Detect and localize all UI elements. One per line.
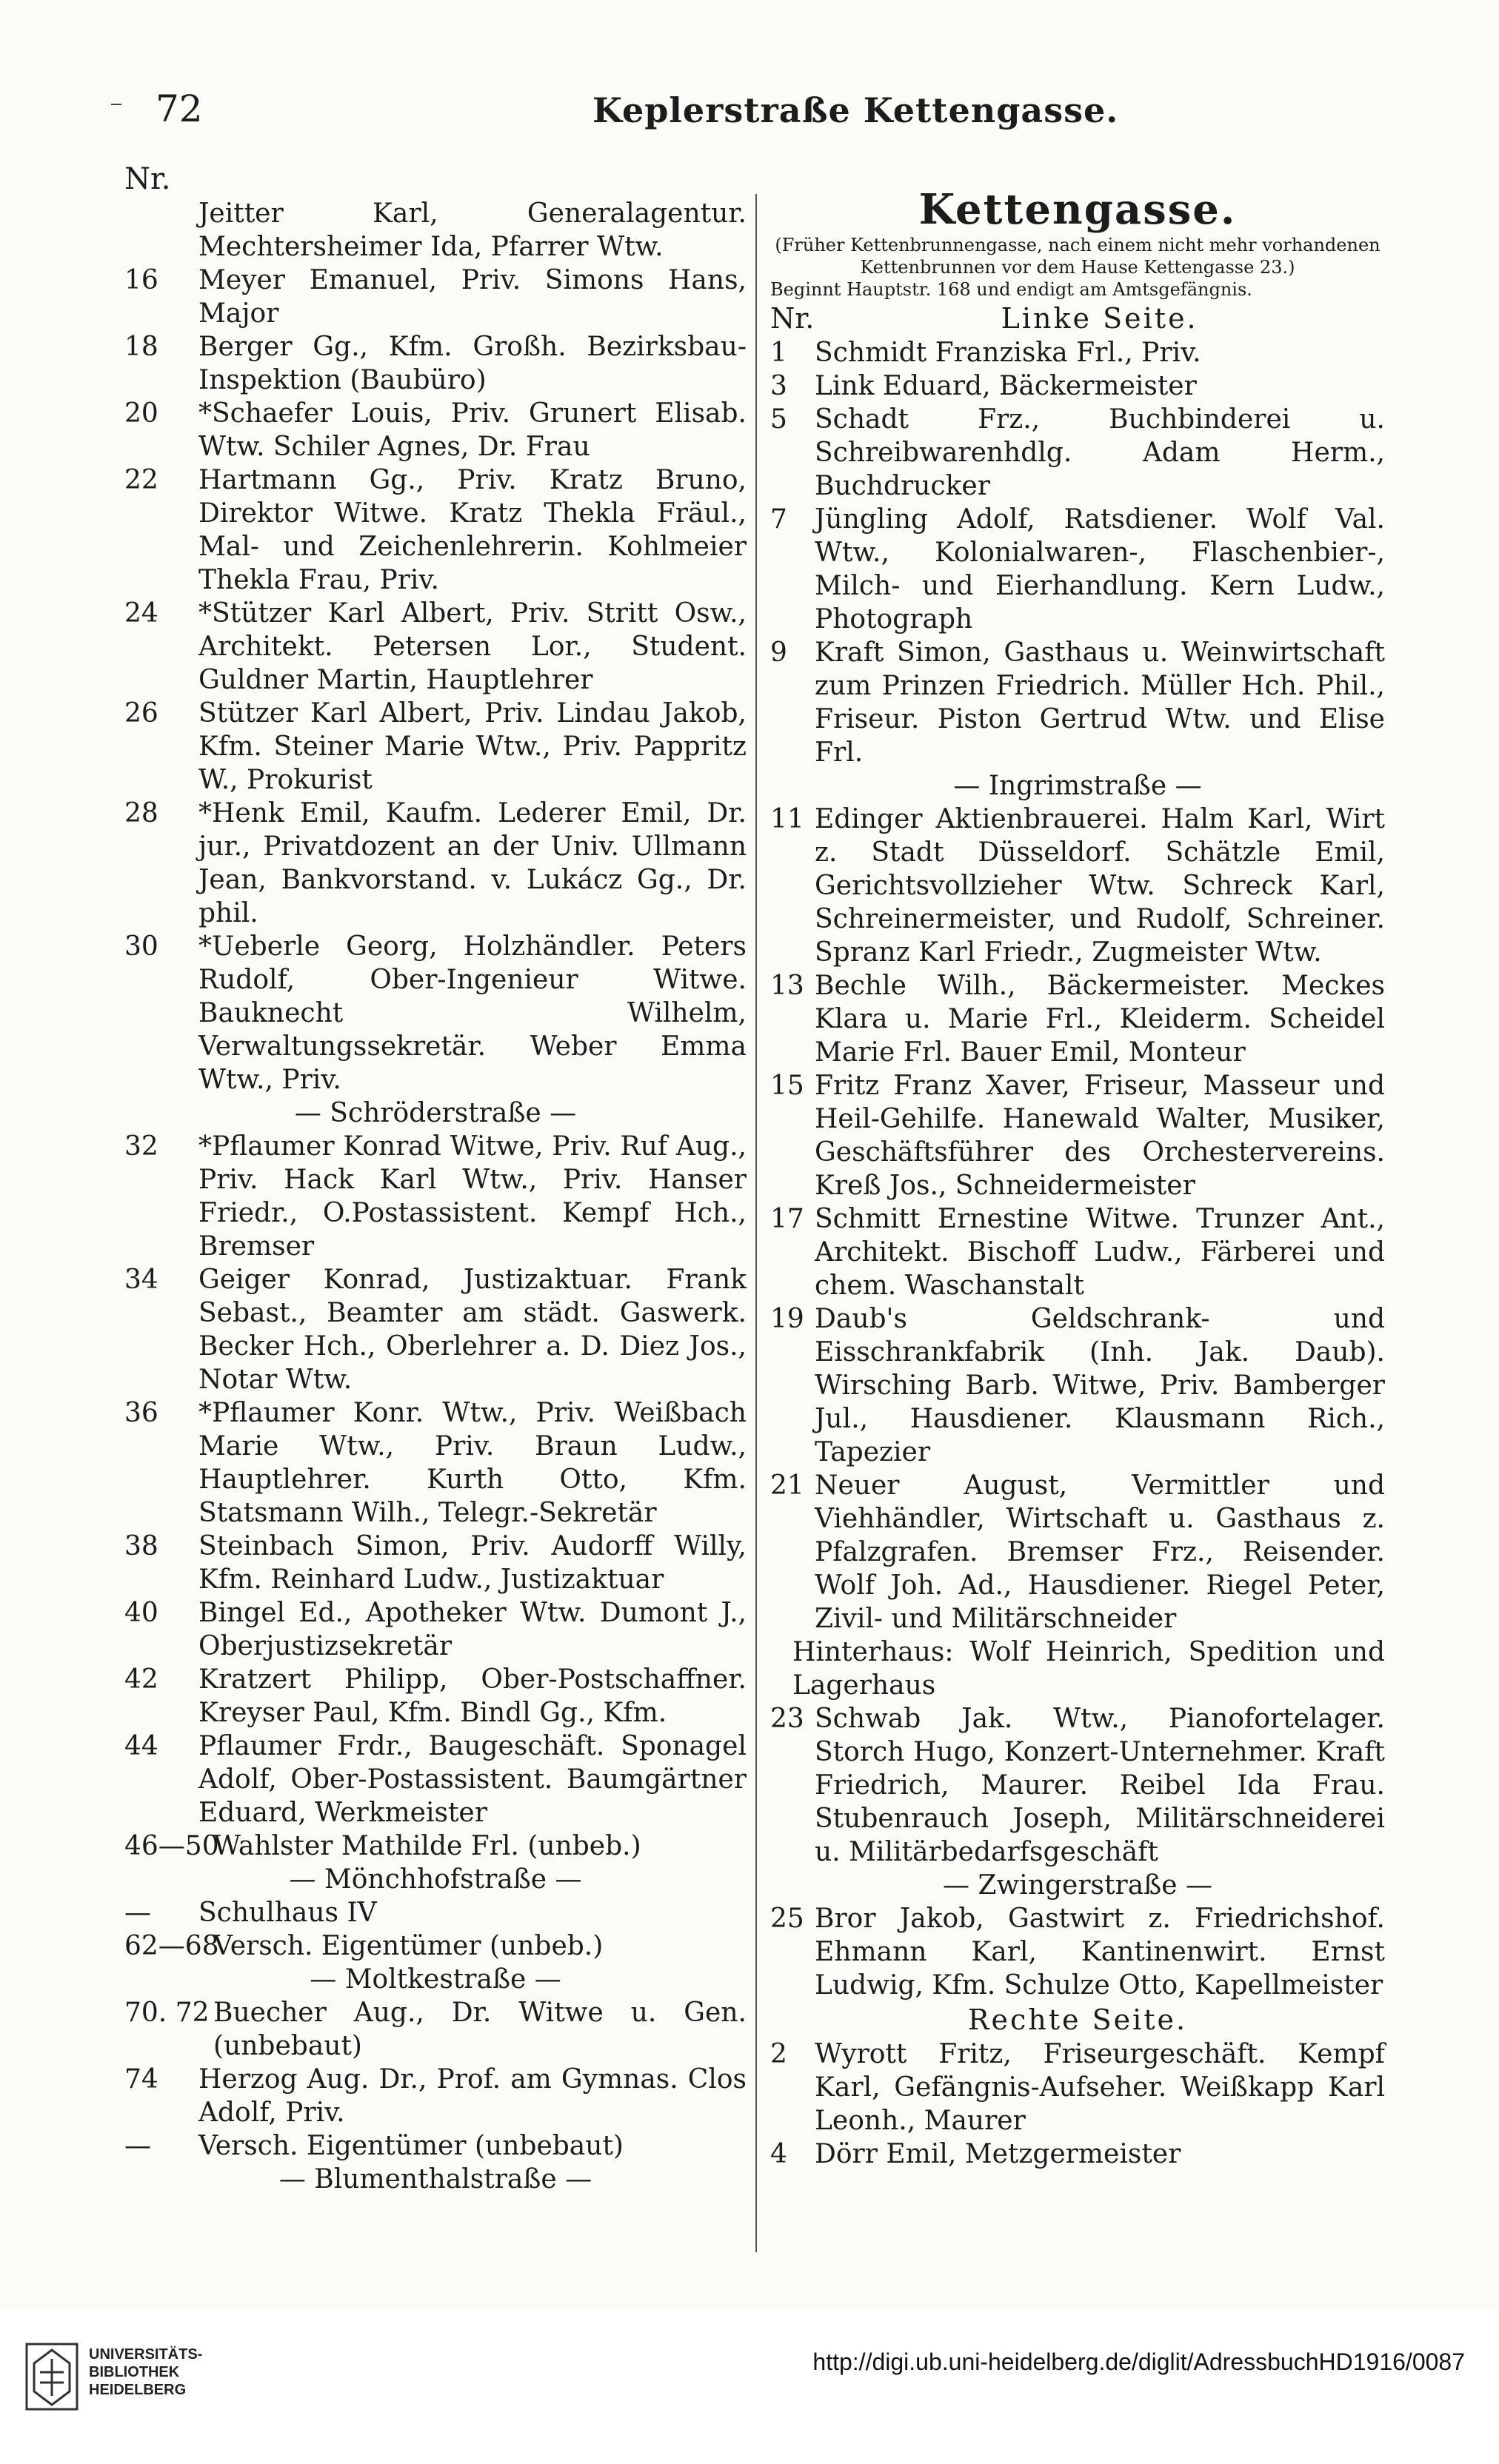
house-number: 38	[124, 1531, 158, 1561]
address-entry	[770, 1202, 1385, 1302]
address-entry	[770, 803, 1385, 969]
library-name-line2: BIBLIOTHEK	[89, 2364, 180, 2380]
column-divider	[755, 194, 757, 2252]
house-number: 4	[770, 2139, 787, 2169]
resident-text: *Henk Emil, Kaufm. Lederer Emil, Dr. jur., Privatdozent an der Univ. Ullmann Jean, Bankvorstand. v. Lukácz Gg., Dr. phil.	[198, 798, 747, 928]
resident-text: *Pflaumer Konr. Wtw., Priv. Weißbach Marie Wtw., Priv. Braun Ludw., Hauptlehrer. Kurth Otto, Kfm. Statsmann Wilh., Telegr.-Sekretär	[198, 1398, 747, 1528]
resident-text: Kratzert Philipp, Ober-Postschaffner. Kreyser Paul, Kfm. Bindl Gg., Kfm.	[198, 1664, 747, 1728]
address-entry	[124, 1929, 747, 1963]
resident-text: Neuer August, Vermittler und Viehhändler, Wirtschaft u. Gasthaus z. Pfalzgrafen. Bremser Frz., Reisender. Wolf Joh. Ad., Hausdiener. Riegel Peter, Zivil- und Militärschneider	[815, 1470, 1385, 1634]
house-number: 16	[124, 265, 158, 295]
right-side-label: Rechte Seite.	[967, 2003, 1188, 2036]
resident-text: Bingel Ed., Apotheker Wtw. Dumont J., Oberjustizsekretär	[198, 1598, 747, 1661]
house-number: 42	[124, 1664, 158, 1695]
address-entry	[770, 336, 1385, 369]
address-entry	[124, 1130, 747, 1263]
address-entry	[770, 1302, 1385, 1469]
left-entry-list	[124, 197, 747, 2196]
resident-text: *Stützer Karl Albert, Priv. Stritt Osw., Architekt. Petersen Lor., Student. Guldner Martin, Hauptlehrer	[198, 598, 747, 695]
resident-text: Link Eduard, Bäckermeister	[815, 371, 1197, 401]
house-number: 1	[770, 338, 787, 368]
resident-text: Versch. Eigentümer (unbeb.)	[213, 1931, 604, 1961]
resident-text: Schulhaus IV	[198, 1898, 377, 1928]
address-entry	[124, 397, 747, 463]
house-number: 3	[770, 371, 787, 401]
page-number: 72	[156, 87, 203, 130]
source-url-link[interactable]: http://digi.ub.uni-heidelberg.de/diglit/AdressbuchHD1916/0087	[812, 2348, 1465, 2375]
resident-text: Jüngling Adolf, Ratsdiener. Wolf Val. Wtw., Kolonialwaren-, Flaschenbier-, Milch- und Eierhandlung. Kern Ludw., Photograph	[815, 504, 1385, 635]
resident-text: Bror Jakob, Gastwirt z. Friedrichshof. Ehmann Karl, Kantinenwirt. Ernst Ludwig, Kfm. Schulze Otto, Kapellmeister	[815, 1904, 1385, 2001]
address-entry	[124, 264, 747, 330]
house-number: 40	[124, 1598, 158, 1628]
address-entry	[124, 1396, 747, 1530]
house-number: 15	[770, 1071, 804, 1101]
house-number: 70. 72	[124, 1998, 210, 2028]
house-number: 46—50	[124, 1831, 219, 1861]
address-entry	[124, 2063, 747, 2129]
address-entry	[124, 1829, 747, 1863]
house-number: 74	[124, 2064, 158, 2095]
house-number: 11	[770, 804, 804, 834]
address-entry	[124, 1596, 747, 1663]
resident-text: Meyer Emanuel, Priv. Simons Hans, Major	[198, 265, 747, 329]
nr-label: Nr.	[124, 162, 171, 196]
house-number: 24	[124, 598, 158, 629]
address-entry	[124, 463, 747, 597]
resident-text: Jeitter Karl, Generalagentur. Mechtersheimer Ida, Pfarrer Wtw.	[198, 198, 747, 262]
address-entry	[770, 1069, 1385, 1202]
house-number: 36	[124, 1398, 158, 1428]
address-entry	[770, 1702, 1385, 1869]
address-entry	[770, 403, 1385, 503]
address-entry	[124, 797, 747, 930]
footer-bar	[0, 2310, 1499, 2464]
resident-text: Buecher Aug., Dr. Witwe u. Gen. (unbebaut)	[213, 1998, 747, 2061]
cross-street-separator: — Blumenthalstraße —	[278, 2164, 592, 2194]
house-number: 19	[770, 1304, 804, 1334]
house-number: 32	[124, 1131, 158, 1162]
address-entry	[770, 636, 1385, 769]
cross-street-separator: — Mönchhofstraße —	[289, 1864, 582, 1895]
resident-text: Schadt Frz., Buchbinderei u. Schreibwarenhdlg. Adam Herm., Buchdrucker	[815, 404, 1385, 501]
resident-text: Schmitt Ernestine Witwe. Trunzer Ant., Architekt. Bischoff Ludw., Färberei und chem. Waschanstalt	[815, 1204, 1385, 1301]
right-column	[770, 185, 1385, 2171]
street-history-note: (Früher Kettenbrunnengasse, nach einem nicht mehr vorhandenen Kettenbrunnen vor dem Hause Kettengasse 23.)	[775, 235, 1381, 278]
house-number: 17	[770, 1204, 804, 1234]
resident-text: Geiger Konrad, Justizaktuar. Frank Sebast., Beamter am städt. Gaswerk. Becker Hch., Oberlehrer a. D. Diez Jos., Notar Wtw.	[198, 1265, 747, 1395]
address-entry	[124, 597, 747, 697]
house-number: 18	[124, 332, 158, 362]
address-entry	[124, 1730, 747, 1829]
address-entry	[124, 697, 747, 797]
resident-text: Steinbach Simon, Priv. Audorff Willy, Kfm. Reinhard Ludw., Justizaktuar	[198, 1531, 747, 1595]
house-number: 25	[770, 1904, 804, 1934]
resident-text: Kraft Simon, Gasthaus u. Weinwirtschaft zum Prinzen Friedrich. Müller Hch. Phil., Friseur. Piston Gertrud Wtw. und Elise Frl.	[815, 637, 1385, 768]
resident-text: Schmidt Franziska Frl., Priv.	[815, 338, 1201, 368]
house-number: 28	[124, 798, 158, 828]
resident-text: Edinger Aktienbrauerei. Halm Karl, Wirt z. Stadt Düsseldorf. Schätzle Emil, Gerichtsvollzieher Wtw. Schreck Karl, Schreinermeister, und Rudolf, Schreiner. Spranz Karl Friedr., Zugmeister Wtw.	[815, 804, 1385, 968]
resident-text: Herzog Aug. Dr., Prof. am Gymnas. Clos Adolf, Priv.	[198, 2064, 747, 2128]
resident-text: Schwab Jak. Wtw., Pianofortelager. Storch Hugo, Konzert-Unternehmer. Kraft Friedrich, Maurer. Reibel Ida Frau. Stubenrauch Joseph, Militärschneiderei u. Militärbedarfsgeschäft	[815, 1704, 1385, 1867]
cross-street-separator: — Ingrimstraße —	[953, 771, 1202, 801]
resident-text: Bechle Wilh., Bäckermeister. Meckes Klara u. Marie Frl., Kleiderm. Scheidel Marie Frl. Bauer Emil, Monteur	[815, 971, 1385, 1068]
house-number: 62—68	[124, 1931, 219, 1961]
resident-text: Stützer Karl Albert, Priv. Lindau Jakob, Kfm. Steiner Marie Wtw., Priv. Pappritz W., Prokurist	[198, 698, 747, 795]
resident-text: Dörr Emil, Metzgermeister	[815, 2139, 1181, 2169]
nr-label: Nr.	[770, 302, 815, 335]
house-number: 26	[124, 698, 158, 729]
address-entry	[124, 1896, 747, 1929]
address-entry	[124, 930, 747, 1097]
resident-text: *Ueberle Georg, Holzhändler. Peters Rudolf, Ober-Ingenieur Witwe. Bauknecht Wilhelm, Verwaltungssekretär. Weber Emma Wtw., Priv.	[198, 931, 747, 1095]
street-extent-note: Beginnt Hauptstr. 168 und endigt am Amtsgefängnis.	[770, 279, 1252, 300]
house-number: 7	[770, 504, 787, 535]
address-entry	[124, 2129, 747, 2163]
address-entry	[124, 330, 747, 397]
address-entry	[770, 1902, 1385, 2002]
address-entry	[124, 197, 747, 264]
library-name	[89, 2346, 202, 2399]
library-name-line3: HEIDELBERG	[89, 2382, 187, 2398]
resident-text: Versch. Eigentümer (unbebaut)	[198, 2131, 624, 2161]
resident-text: Wahlster Mathilde Frl. (unbeb.)	[213, 1831, 641, 1861]
address-entry	[124, 1663, 747, 1730]
address-entry	[770, 969, 1385, 1069]
page-mark	[111, 104, 121, 105]
house-number: —	[124, 1898, 151, 1928]
resident-text: Berger Gg., Kfm. Großh. Bezirksbau-Inspektion (Baubüro)	[198, 332, 747, 395]
resident-text: Fritz Franz Xaver, Friseur, Masseur und Heil-Gehilfe. Hanewald Walter, Musiker, Geschäftsführer des Orchestervereins. Kreß Jos., Schneidermeister	[815, 1071, 1385, 1201]
resident-text: *Schaefer Louis, Priv. Grunert Elisab. Wtw. Schiler Agnes, Dr. Frau	[198, 398, 747, 462]
resident-text: Daub's Geldschrank- und Eisschrankfabrik (Inh. Jak. Daub). Wirsching Barb. Witwe, Priv. Bamberger Jul., Hausdiener. Klausmann Rich., Tapezier	[815, 1304, 1385, 1467]
address-entry	[124, 1530, 747, 1596]
cross-street-separator: — Schröderstraße —	[294, 1098, 577, 1128]
university-seal-icon	[22, 2340, 81, 2414]
house-number: 30	[124, 931, 158, 962]
cross-street-separator: — Zwingerstraße —	[943, 1870, 1212, 1901]
address-entry	[124, 1263, 747, 1396]
address-entry	[770, 503, 1385, 636]
house-number: —	[124, 2131, 151, 2161]
resident-text: Hartmann Gg., Priv. Kratz Bruno, Direktor Witwe. Kratz Thekla Fräul., Mal- und Zeichenlehrerin. Kohlmeier Thekla Frau, Priv.	[198, 465, 747, 595]
house-number: 9	[770, 637, 787, 668]
house-number: 44	[124, 1731, 158, 1761]
cross-street-separator: — Moltkestraße —	[310, 1964, 561, 1995]
house-number: 2	[770, 2039, 787, 2069]
resident-text: *Pflaumer Konrad Witwe, Priv. Ruf Aug., Priv. Hack Karl Wtw., Priv. Hanser Friedr., O.Postassistent. Kempf Hch., Bremser	[198, 1131, 747, 1262]
resident-text: Wyrott Fritz, Friseurgeschäft. Kempf Karl, Gefängnis-Aufseher. Weißkapp Karl Leonh., Maurer	[815, 2039, 1385, 2136]
address-entry	[770, 2038, 1385, 2137]
house-number: 21	[770, 1470, 804, 1501]
running-head: Keplerstraße Kettengasse.	[592, 90, 1119, 130]
left-side-label: Linke Seite.	[1001, 302, 1198, 335]
house-number: 13	[770, 971, 804, 1001]
address-entry	[770, 1469, 1385, 1636]
house-number: 20	[124, 398, 158, 429]
left-column	[124, 161, 747, 2196]
street-title: Kettengasse.	[918, 185, 1237, 234]
address-entry	[124, 1996, 747, 2063]
house-number: 23	[770, 1704, 804, 1734]
resident-text: Pflaumer Frdr., Baugeschäft. Sponagel Adolf, Ober-Postassistent. Baumgärtner Eduard, Werkmeister	[198, 1731, 747, 1828]
library-name-line1: UNIVERSITÄTS-	[89, 2346, 203, 2363]
side-heading-row	[770, 301, 1385, 336]
house-number: 5	[770, 404, 787, 435]
house-number: 34	[124, 1265, 158, 1295]
address-entry	[770, 2137, 1385, 2171]
house-number: 22	[124, 465, 158, 495]
rear-building-entry: Hinterhaus: Wolf Heinrich, Spedition und Lagerhaus	[792, 1637, 1385, 1701]
right-entry-list	[770, 336, 1385, 2171]
address-entry	[770, 369, 1385, 403]
